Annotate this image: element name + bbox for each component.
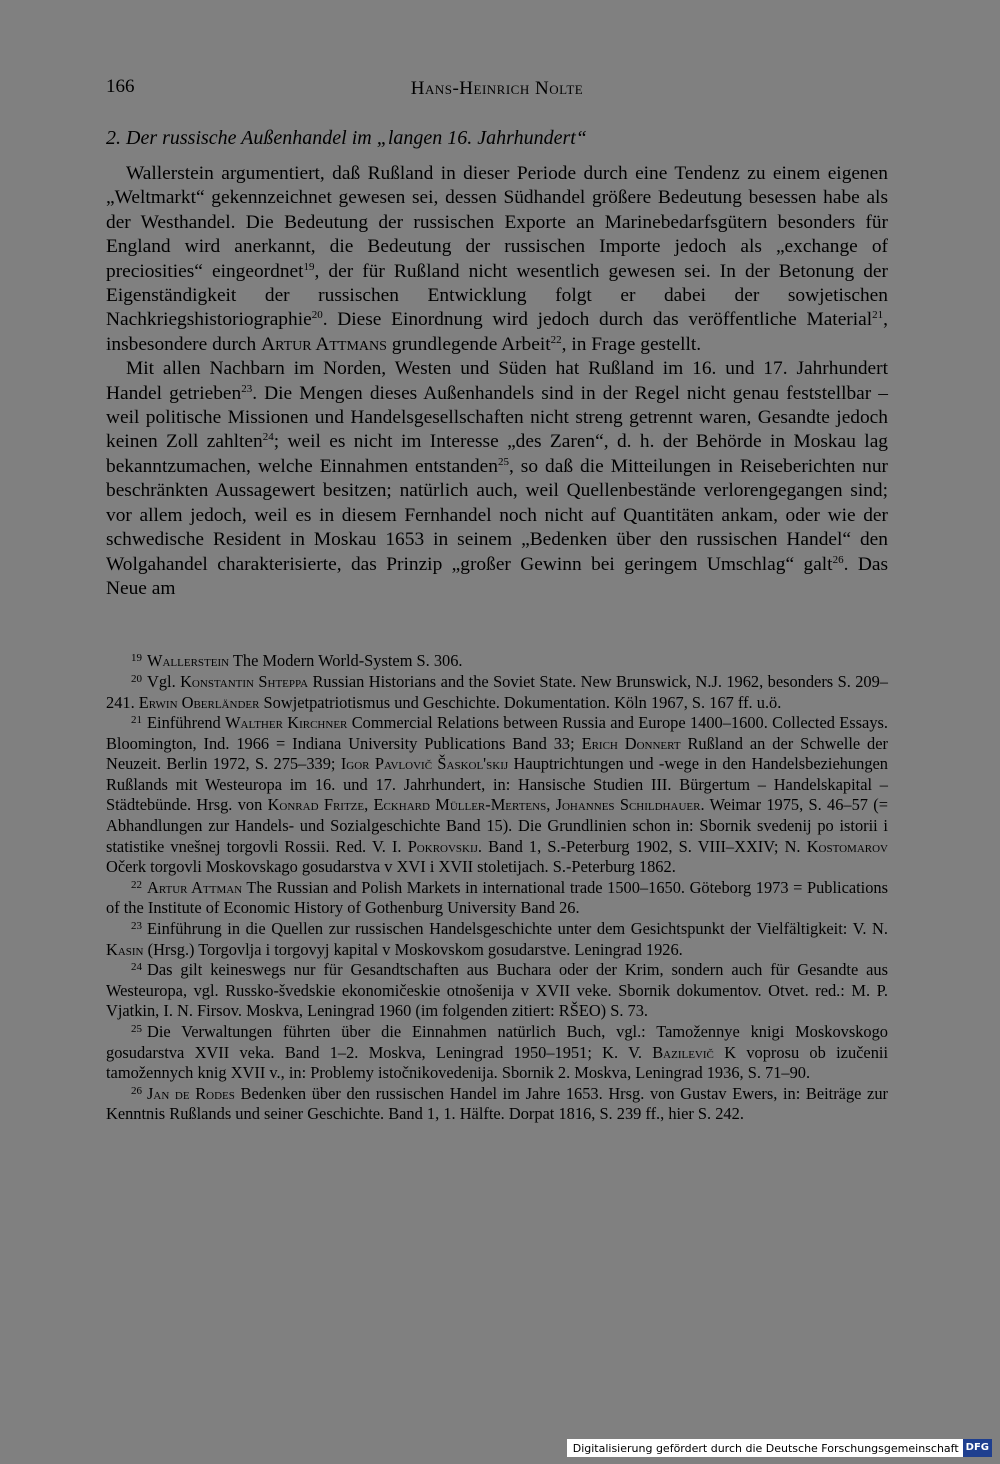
footnote-ref: 24 xyxy=(262,431,274,444)
footnote-ref: 19 xyxy=(303,260,315,273)
paragraph: Wallerstein argumentiert, daß Rußland in dieser Periode durch eine Tendenz zu einem eigenen „Weltmarkt“ gekennzeichnet gewesen sei, dessen Südhandel größere Bedeutung besessen habe als der Westhandel. Die Bedeutung der russischen Exporte an Marinebedarfsgütern besonders für England wird anerkannt, die Bedeutung der russischen Importe jedoch als „exchange of preciosities“ eingeordnet$^{19}$, der für Rußland nicht wesentlich gewesen sei. In der Betonung der Eigenständigkeit der russischen Entwicklung folgt er dabei der sowjetischen Nachkriegshistoriographie$^{20}$. Diese Einordnung wird jedoch durch das veröffentliche Material$^{21}$, insbesondere durch Artur Attmans grundlegende Arbeit$^{22}$, in Frage gestellt. xyxy=(106,163,888,355)
page-number: 166 xyxy=(106,76,135,97)
credit-text: Digitalisierung gefördert durch die Deutsche Forschungsgemeinschaft xyxy=(572,1441,959,1455)
section-heading: 2. Der russische Außenhandel im „langen 16. Jahrhundert“ xyxy=(106,127,587,149)
footnote-26: $^{26}$ Jan de Rodes Bedenken über den russischen Handel im Jahre 1653. Hrsg. von Gustav Ewers, in: Beiträge zur Kenntnis Rußlands und seiner Geschichte. Band 1, 1. Hälfte. Dorpat 1816, S. 239 ff., hier S. 242. xyxy=(106,1083,888,1124)
footnotes xyxy=(106,651,888,1125)
footnote-23: $^{23}$ Einführung in die Quellen zur russischen Handelsgeschichte unter dem Gesichtspunkt der Vielfältigkeit: V. N. Kasin (Hrsg.) Torgovlja i torgovyj kapital v Moskovskom gosudarstve. Leningrad 1926. xyxy=(106,919,888,959)
paragraph: Mit allen Nachbarn im Norden, Westen und Süden hat Rußland im 16. und 17. Jahrhundert Handel getrieben$^{23}$. Die Mengen dieses Außenhandels sind in der Regel nicht genau feststellbar – weil politische Missionen und Handelsgesellschaften nicht streng getrennt waren, Gesandte jedoch keinen Zoll zahlten$^{24}$; weil es nicht im Interesse „des Zaren“, d. h. der Behörde in Moskau lag bekanntzumachen, welche Einnahmen entstanden$^{25}$, so daß die Mitteilungen in Reiseberichten nur beschränkten Aussagewert besitzen; natürlich auch, weil Quellenbestände verlorengegangen sind; vor allem jedoch, weil es in diesem Fernhandel noch nicht auf Quantitäten ankam, oder wie der schwedische Resident in Moskau 1653 in seinem „Bedenken über den russischen Handel“ den Wolgahandel charakterisierte, das Prinzip „großer Gewinn bei geringem Umschlag“ galt$^{26}$. Das Neue am xyxy=(106,358,888,599)
running-head xyxy=(106,72,888,102)
footnote-22: $^{22}$ Artur Attman The Russian and Polish Markets in international trade 1500–1650. Göteborg 1973 = Publications of the Institute of Economic History of Gothenburg University Band 26. xyxy=(106,877,888,918)
footnote-25: $^{25}$ Die Verwaltungen führten über die Einnahmen natürlich Buch, vgl.: Tamožennye knigi Moskovskogo gosudarstva XVII veka. Band 1–2. Moskva, Leningrad 1950–1951; K. V. Bazilevič K voprosu ob izučenii tamožennych knig XVII v., in: Problemy istočnikovedenija. Sbornik 2. Moskva, Leningrad 1936, S. 71–90. xyxy=(106,1022,889,1083)
dfg-logo: DFG xyxy=(963,1439,992,1457)
footnote-19: $^{19}$ Wallerstein The Modern World-System S. 306. xyxy=(131,651,463,671)
footnote-ref: 20 xyxy=(311,309,323,322)
footnote-ref: 25 xyxy=(497,455,509,468)
footnote-ref: 22 xyxy=(550,333,562,346)
footnote-ref: 23 xyxy=(241,382,253,395)
digitization-credit xyxy=(567,1439,992,1457)
running-title: Hans-Heinrich Nolte xyxy=(410,78,584,99)
author-name: Artur Attmans xyxy=(261,333,387,355)
footnote-21: $^{21}$ Einführend Walther Kirchner Commercial Relations between Russia and Europe 1400–1600. Collected Essays. Bloomington, Ind. 1966 = Indiana University Publications Band 33; Erich Donnert Rußland an der Schwelle der Neuzeit. Berlin 1972, S. 275–339; Igor Pavlovič Šaskol'skij Hauptrichtungen und -wege in den Handelsbeziehungen Rußlands mit Westeuropa im 16. und 17. Jahrhundert, in: Hansische Studien III. Bürgertum – Handelskapital – Städtebünde. Hrsg. von Konrad Fritze, Eckhard Müller-Mertens, Johannes Schildhauer. Weimar 1975, S. 46–57 (= Abhandlungen zur Handels- und Sozialgeschichte Band 15). Die Grundlinien schon in: Sbornik svedenij po istorii i statistike vnešnej torgovli Rossii. Red. V. I. Pokrovskij. Band 1, S.-Peterburg 1902, S. VIII–XXIV; N. Kostomarov Očerk torgovli Moskovskago gosudarstva v XVI i XVII stoletijach. S.-Peterburg 1862. xyxy=(106,713,888,877)
body-text xyxy=(106,162,888,601)
footnote-20: $^{20}$ Vgl. Konstantin Shteppa Russian Historians and the Soviet State. New Brunswick, N.J. 1962, besonders S. 209–241. Erwin Oberländer Sowjetpatriotismus und Geschichte. Dokumentation. Köln 1967, S. 167 ff. u.ö. xyxy=(106,671,888,712)
book-page xyxy=(106,72,888,1125)
footnote-24: $^{24}$ Das gilt keineswegs nur für Gesandtschaften aus Buchara oder der Krim, sondern auch für Gesandte aus Westeuropa, vgl. Russko-švedskie ekonomičeskie otnošenija v XVII veke. Sbornik dokumentov. Otvet. red.: M. P. Vjatkin, I. N. Firsov. Moskva, Leningrad 1960 (im folgenden zitiert: RŠEO) S. 73. xyxy=(106,960,888,1021)
footnote-ref: 26 xyxy=(832,553,844,566)
footnote-ref: 21 xyxy=(872,309,884,322)
